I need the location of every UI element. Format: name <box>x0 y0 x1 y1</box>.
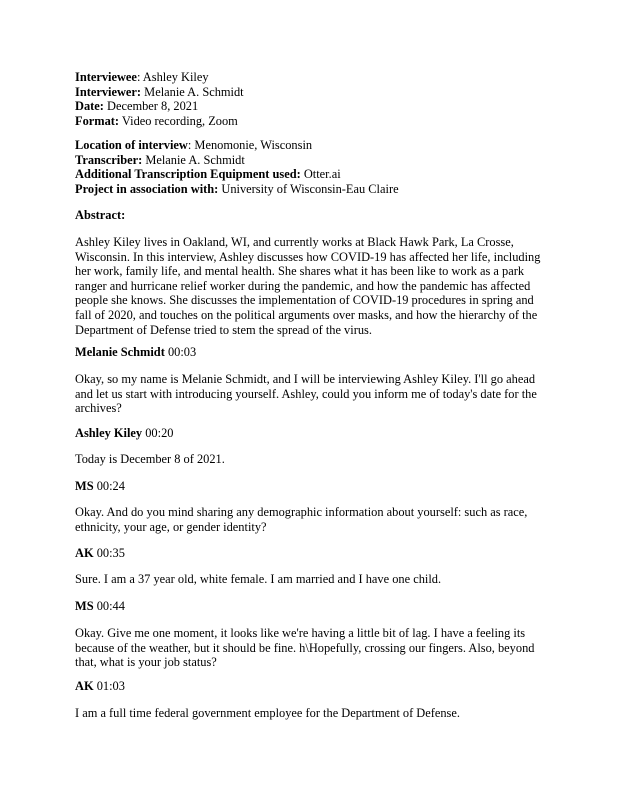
transcription-metadata <box>75 138 547 196</box>
speaker-name: AK <box>75 546 94 560</box>
meta-value: Otter.ai <box>303 167 341 182</box>
meta-value: Melanie A. Schmidt <box>145 152 245 167</box>
timestamp: 00:35 <box>96 546 125 560</box>
date-line <box>75 99 547 114</box>
speaker-heading <box>75 546 547 561</box>
abstract-heading: Abstract: <box>75 208 126 222</box>
utterance-text: Okay. And do you mind sharing any demographic information about yourself: such as race, ethnicity, your age, or gender identity? <box>75 505 528 534</box>
abstract-text: Ashley Kiley lives in Oakland, WI, and currently works at Black Hawk Park, La Crosse, Wisconsin. In this interview, Ashley discusses how COVID-19 has affected her life, including her work, family life, and mental health. She shares what it has been like to work as a park ranger and hurricane relief worker during the pandemic, and how the pandemic has affected people she knows. She discusses the implementation of COVID-19 procedures in spring and fall of 2020, and touches on the political arguments over masks, and how the hierarchy of the Department of Defense tried to stem the spread of the virus. <box>75 235 541 337</box>
speaker-heading <box>75 345 547 360</box>
speaker-heading <box>75 426 547 441</box>
speaker-name: MS <box>75 599 94 613</box>
utterance-text: I am a full time federal government employee for the Department of Defense. <box>75 706 460 720</box>
location-line: Location of interview: Menomonie, Wisconsin <box>75 138 313 152</box>
meta-value: University of Wisconsin-Eau Claire <box>221 181 399 196</box>
timestamp: 00:24 <box>96 479 125 493</box>
meta-label: Date: <box>75 99 104 114</box>
equipment-line <box>75 167 547 182</box>
speaker-heading <box>75 679 547 694</box>
speaker-name: Ashley Kiley <box>75 426 143 440</box>
meta-value: Melanie A. Schmidt <box>144 84 244 99</box>
meta-value: December 8, 2021 <box>107 99 199 114</box>
utterance-text: Sure. I am a 37 year old, white female. I am married and I have one child. <box>75 572 442 586</box>
speaker-name: MS <box>75 479 94 493</box>
meta-value: Menomonie, Wisconsin <box>194 138 313 152</box>
meta-label: Interviewee <box>75 70 137 84</box>
interview-metadata <box>75 70 547 128</box>
meta-label: Location of interview <box>75 138 188 152</box>
project-line <box>75 182 547 197</box>
timestamp: 01:03 <box>96 679 125 693</box>
speaker-heading <box>75 479 547 494</box>
utterance-text: Okay, so my name is Melanie Schmidt, and I will be interviewing Ashley Kiley. I'll go ahead and let us start with introducing yourself. Ashley, could you inform me of today's date for the archives? <box>75 372 537 416</box>
meta-label: Format: <box>75 113 120 128</box>
interviewee-line: Interviewee: Ashley Kiley <box>75 70 209 84</box>
meta-value: Ashley Kiley <box>142 70 209 84</box>
speaker-heading <box>75 599 547 614</box>
timestamp: 00:03 <box>167 345 197 359</box>
speaker-name: Melanie Schmidt <box>75 345 165 359</box>
meta-label: Additional Transcription Equipment used: <box>75 167 301 182</box>
meta-value: Video recording, Zoom <box>121 113 238 128</box>
meta-label: Project in association with: <box>75 181 219 196</box>
timestamp: 00:44 <box>96 599 125 613</box>
speaker-name: AK <box>75 679 94 693</box>
timestamp: 00:20 <box>145 426 174 440</box>
meta-label: Interviewer: <box>75 84 142 99</box>
format-line <box>75 114 547 129</box>
utterance-text: Okay. Give me one moment, it looks like we're having a little bit of lag. I have a feeling its because of the weather, but it should be fine. h\Hopefully, crossing our fingers. Also, beyond that, what is your job status? <box>75 626 535 670</box>
meta-label: Transcriber: <box>75 152 143 167</box>
transcriber-line <box>75 153 547 168</box>
utterance-text: Today is December 8 of 2021. <box>75 452 225 466</box>
interviewer-line <box>75 85 547 100</box>
